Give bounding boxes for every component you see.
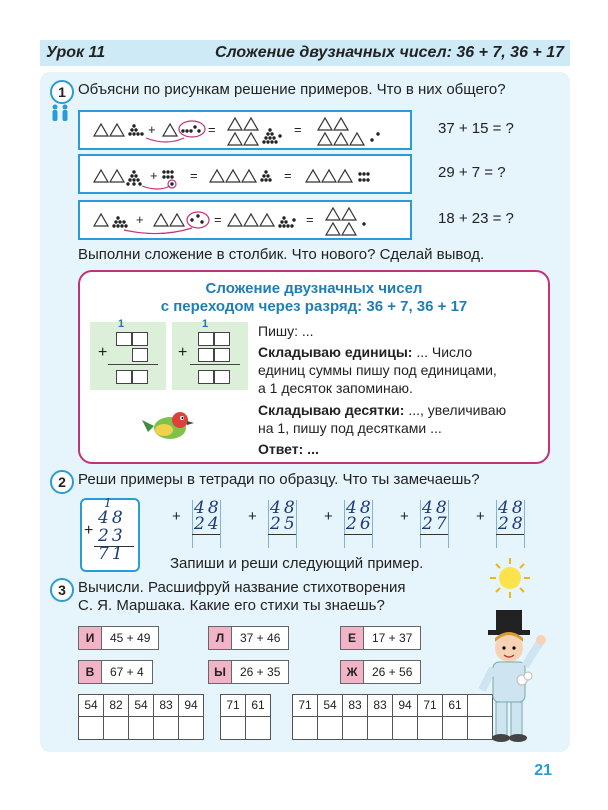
answer-grid-1 [78,694,204,740]
grid-answer-slot[interactable] [129,717,153,738]
sample-sum: 71 [98,544,126,564]
answer-grid-2 [220,694,271,740]
addend-2: 28 [498,514,526,534]
addend-2: 26 [346,514,374,534]
task-3-line-2: С. Я. Маршака. Какие его стихи ты знаешь? [78,597,385,614]
rule-tens-line-1: ..., увеличиваю [408,402,507,418]
grid-cell [129,695,154,739]
svg-text:=: = [306,212,314,227]
pair-work-icon [50,104,70,125]
rule-write: Пишу: ... [258,323,314,339]
cipher-letter: Ы [209,661,232,683]
svg-text:+: + [148,122,156,137]
grid-answer-slot[interactable] [79,717,103,738]
svg-text:+: + [150,168,158,183]
task-2-instruction: Запиши и реши следующий пример. [170,555,424,572]
column-example-2 [248,500,304,552]
picture-strip-2 [78,154,412,194]
grid-cell [418,695,443,739]
addend-2: 25 [270,514,298,534]
grid-answer-slot[interactable] [104,717,128,738]
grid-number: 83 [368,695,392,717]
cipher-expression: 26 + 56 [372,665,413,679]
rule-answer: Ответ: ... [258,441,319,457]
addend-1: 48 [270,498,298,518]
triangles-picture-3 [80,202,410,238]
picture-strip-3 [78,200,412,240]
grid-cell [368,695,393,739]
svg-text:+: + [136,212,144,227]
task-3-number: 3 [50,578,74,602]
plus-sign: + [476,508,485,525]
sample-addend-2: 23 [98,526,126,546]
answer-grid-3 [292,694,493,740]
grid-cell [393,695,418,739]
grid-answer-slot[interactable] [318,717,342,738]
grid-number: 83 [154,695,178,717]
cipher-key [78,660,153,684]
task-2-number: 2 [50,470,74,494]
cipher-expression: 45 + 49 [110,631,151,645]
grid-answer-slot[interactable] [368,717,392,738]
rule-tens [258,401,534,419]
carry-mark: 1 [202,318,209,330]
grid-number: 54 [318,695,342,717]
addend-2: 24 [194,514,222,534]
grid-cell [246,695,270,739]
plus-sign: + [178,344,188,361]
plus-sign: + [400,508,409,525]
cipher-letter: Л [209,627,232,649]
column-example-5 [476,500,532,552]
grid-number: 54 [79,695,103,717]
plus-sign: + [248,508,257,525]
grid-number: 94 [393,695,417,717]
grid-cell [79,695,104,739]
cipher-expression: 37 + 46 [240,631,281,645]
svg-text:=: = [208,122,216,137]
grid-answer-slot[interactable] [418,717,442,738]
plus-sign: + [98,344,108,361]
example-1: 37 + 15 = ? [438,120,514,137]
grid-number: 71 [293,695,317,717]
cipher-key [78,626,159,650]
grid-cell [221,695,246,739]
triangles-picture-1 [80,112,410,148]
rule-units-line-2: единиц суммы пишу под единицами, [258,362,497,378]
lesson-header [40,40,570,66]
addend-1: 48 [498,498,526,518]
grid-cell [293,695,318,739]
cipher-letter: В [79,661,102,683]
grid-answer-slot[interactable] [221,717,245,738]
rule-units-line-1: ... Число [416,344,473,360]
lesson-number: Урок 11 [46,44,106,61]
grid-cell [343,695,368,739]
rule-title-line-1: Сложение двузначных чисел [205,280,423,297]
grid-answer-slot[interactable] [443,717,467,738]
task-1-number: 1 [50,80,74,104]
column-scheme-2 [172,318,248,390]
sample-carry: 1 [104,496,115,510]
grid-answer-slot[interactable] [246,717,270,738]
grid-number: 54 [129,695,153,717]
grid-answer-slot[interactable] [154,717,178,738]
sample-addend-1: 48 [98,508,126,528]
cipher-expression: 26 + 35 [240,665,281,679]
grid-cell [154,695,179,739]
cipher-key [208,626,289,650]
rule-units-line-3: а 1 десяток запоминаю. [258,380,413,396]
cipher-key [208,660,289,684]
cipher-key [340,660,421,684]
rule-units-head: Складываю единицы: [258,344,413,360]
triangles-picture-2 [80,156,410,192]
column-example-4 [400,500,456,552]
grid-answer-slot[interactable] [343,717,367,738]
rule-units [258,343,534,361]
rule-tens-head: Складываю десятки: [258,402,405,418]
cipher-letter: И [79,627,102,649]
plus-sign: + [172,508,181,525]
grid-number: 83 [343,695,367,717]
task-1-instruction: Выполни сложение в столбик. Что нового? Сделай вывод. [78,246,485,263]
addend-1: 48 [422,498,450,518]
grid-number: 71 [221,695,245,717]
bird-illustration [140,402,196,446]
cipher-expression: 67 + 4 [110,665,144,679]
grid-answer-slot[interactable] [293,717,317,738]
page-number: 21 [534,762,552,779]
addend-1: 48 [346,498,374,518]
carry-mark: 1 [118,318,125,330]
grid-number: 61 [246,695,270,717]
svg-text:=: = [284,168,292,183]
rule-title-line-2: с переходом через разряд: 36 + 7, 36 + 17 [160,298,468,315]
svg-text:=: = [190,168,198,183]
grid-number: 94 [179,695,203,717]
column-scheme-1 [90,318,166,390]
svg-text:=: = [214,212,222,227]
grid-number: 71 [418,695,442,717]
example-2: 29 + 7 = ? [438,164,506,181]
grid-answer-slot[interactable] [393,717,417,738]
plus-sign: + [324,508,333,525]
sun-illustration [486,556,534,600]
grid-cell [318,695,343,739]
grid-cell [443,695,468,739]
grid-cell [104,695,129,739]
rule-tens-line-2: на 1, пишу под десятками ... [258,420,442,436]
task-1-text: Объясни по рисункам решение примеров. Что в них общего? [78,81,506,98]
task-3-line-1: Вычисли. Расшифруй название стихотворения [78,579,406,596]
cipher-letter: Ж [341,661,364,683]
task-2-text: Реши примеры в тетради по образцу. Что ты замечаешь? [78,471,480,488]
grid-number: 61 [443,695,467,717]
svg-text:=: = [294,122,302,137]
example-3: 18 + 23 = ? [438,210,514,227]
grid-answer-slot[interactable] [179,717,203,738]
addend-1: 48 [194,498,222,518]
addend-2: 27 [422,514,450,534]
column-example-3 [324,500,380,552]
lesson-topic: Сложение двузначных чисел: 36 + 7, 36 + 17 [215,44,564,61]
cipher-letter: Е [341,627,364,649]
boy-illustration [466,606,562,744]
cipher-expression: 17 + 37 [372,631,413,645]
column-example-1 [172,500,228,552]
grid-number: 82 [104,695,128,717]
cipher-key [340,626,421,650]
picture-strip-1 [78,110,412,150]
plus-sign: + [84,522,94,539]
grid-cell [179,695,203,739]
sample-column-addition [80,498,140,572]
